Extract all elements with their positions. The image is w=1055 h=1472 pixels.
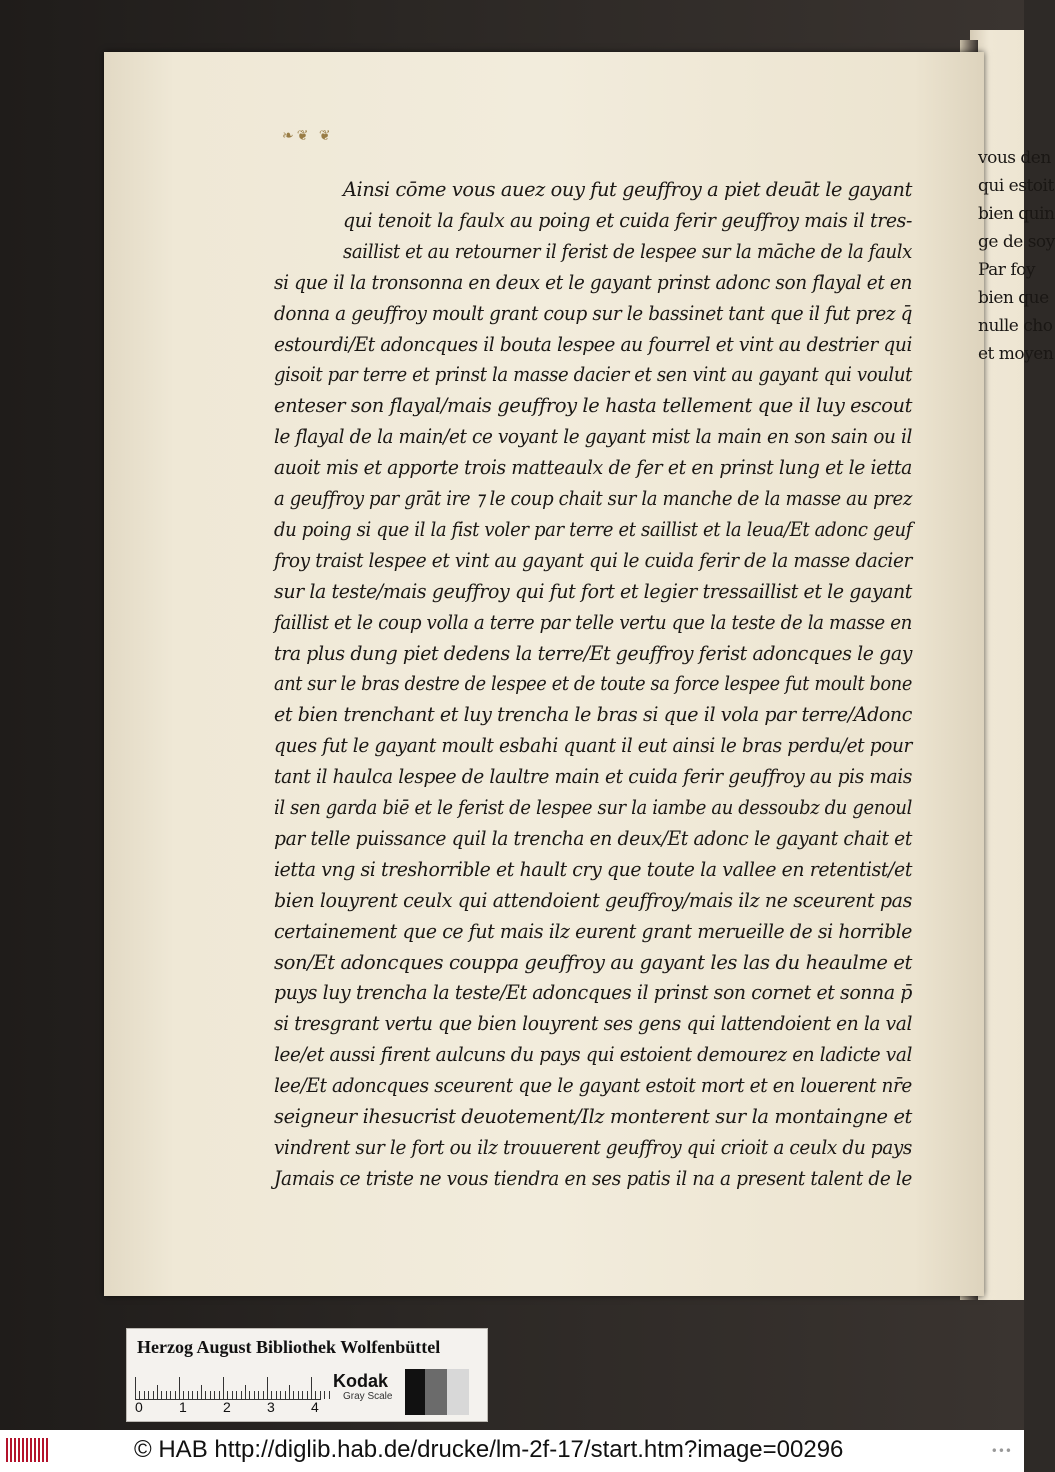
color-reference-card bbox=[126, 1328, 488, 1422]
ruler-tick bbox=[170, 1391, 171, 1399]
text-line: et bien trenchant et luy trencha le bras si que il vola par terre/Adonc bbox=[274, 703, 913, 727]
ruler-tick bbox=[161, 1391, 162, 1399]
ruler-tick bbox=[298, 1391, 299, 1399]
ruler-tick bbox=[302, 1391, 303, 1399]
facing-text-line: bien quin bbox=[978, 204, 1055, 224]
ruler-tick bbox=[320, 1391, 321, 1399]
ruler-strip bbox=[135, 1369, 321, 1400]
facing-text-line: ge de soy bbox=[978, 232, 1055, 252]
kodak-label: Kodak bbox=[333, 1371, 389, 1391]
ruler-tick bbox=[144, 1391, 145, 1399]
ruler-tick bbox=[179, 1377, 180, 1399]
text-line: faillist et le coup volla a terre par telle vertu que la teste de la masse en bbox=[274, 610, 912, 634]
ruler-tick bbox=[210, 1391, 211, 1399]
text-line: qui tenoit la faulx au poing et cuida ferir geuffroy mais il tres- bbox=[343, 208, 913, 232]
ruler-tick bbox=[249, 1391, 250, 1399]
text-line: estourdi/Et adoncques il bouta lespee au fourrel et vint au destrier qui bbox=[274, 332, 913, 356]
ruler-tick bbox=[241, 1391, 242, 1399]
ruler-tick bbox=[139, 1391, 140, 1399]
kodak-sublabel: Gray Scale bbox=[343, 1391, 393, 1402]
hab-logo-icon bbox=[6, 1438, 48, 1462]
ruler-tick bbox=[157, 1385, 158, 1399]
text-line: sur la teste/mais geuffroy qui fut fort et legier tressaillist et le gayant bbox=[274, 579, 913, 603]
text-line: saillist et au retourner il ferist de lespee sur la māche de la faulx bbox=[343, 239, 912, 263]
ruler-number: 4 bbox=[311, 1399, 319, 1415]
facing-text-line: et moyen bbox=[978, 344, 1054, 364]
ruler-tick bbox=[219, 1391, 220, 1399]
printer-ornament: ❧❦ ❦ bbox=[282, 128, 334, 144]
text-line: enteser son flayal/mais geuffroy le hasta tellement que il luy escout bbox=[274, 394, 913, 418]
ruler-tick bbox=[315, 1391, 316, 1399]
text-line: puys luy trencha la teste/Et adoncques il prinst son cornet et sonna p̄ bbox=[274, 981, 913, 1005]
text-line: du poing si que il la fist voler par terre et saillist et la leua/Et adonc geuf bbox=[274, 517, 913, 541]
ruler-tick bbox=[197, 1391, 198, 1399]
text-line: tra plus dung piet dedens la terre/Et geuffroy ferist adoncques le gay bbox=[274, 641, 913, 665]
ruler-number: 2 bbox=[223, 1399, 231, 1415]
ruler-tick bbox=[236, 1391, 237, 1399]
text-line: si tresgrant vertu que bien louyrent ses gens qui lattendoient en la val bbox=[274, 1012, 913, 1036]
text-line: auoit mis et apporte trois matteaulx de fer et en prinst lung et le ietta bbox=[274, 456, 912, 480]
facing-text-line: nulle cho bbox=[978, 316, 1053, 336]
gray-patch-light bbox=[447, 1369, 469, 1415]
text-line: seigneur ihesucrist deuotement/Ilz monterent sur la montaingne et bbox=[274, 1105, 912, 1128]
ruler-tick bbox=[201, 1385, 202, 1399]
facing-text-line: vous den bbox=[978, 148, 1051, 168]
footer-dots: ••• bbox=[990, 1444, 1012, 1458]
ruler-tick bbox=[276, 1391, 277, 1399]
text-line: a geuffroy par grāt ire ⁊ le coup chait sur la manche de la masse au prez bbox=[274, 487, 913, 510]
ruler-tick bbox=[232, 1391, 233, 1399]
text-line: froy traist lespee et vint au gayant qui le cuida ferir de la masse dacier bbox=[274, 548, 912, 572]
facing-text-line: Par foy bbox=[978, 260, 1035, 280]
ruler-tick bbox=[227, 1391, 228, 1399]
text-line: ques fut le gayant moult esbahi quant il eut ainsi le bras perdu/et pour bbox=[274, 734, 913, 758]
footer-bar bbox=[0, 1430, 1024, 1472]
text-line: lee/et aussi firent aulcuns du pays qui estoient demourez en ladicte val bbox=[274, 1043, 912, 1067]
text-line: donna a geuffroy moult grant coup sur le bassinet tant que il fut prez q̄ bbox=[274, 301, 913, 325]
ruler-tick bbox=[307, 1391, 308, 1399]
footer-copyright-url[interactable]: © HAB http://diglib.hab.de/drucke/lm-2f-17/start.htm?image=00296 bbox=[134, 1436, 844, 1463]
ruler-tick bbox=[267, 1377, 268, 1399]
text-line: ietta vng si treshorrible et hault cry que toute la vallee en retentist/et bbox=[274, 857, 913, 881]
gray-patch-mid bbox=[425, 1369, 447, 1415]
text-line: ant sur le bras destre de lespee et de toute sa force lespee fut moult bone bbox=[274, 672, 912, 696]
text-line: certainement que ce fut mais ilz eurent grant merueille de si horrible bbox=[274, 919, 913, 943]
text-line: lee/Et adoncques sceurent que le gayant estoit mort et en louerent nr̄e bbox=[274, 1074, 912, 1098]
ruler-tick bbox=[166, 1391, 167, 1399]
ruler-tick bbox=[293, 1391, 294, 1399]
ruler-tick bbox=[183, 1391, 184, 1399]
ruler-tick bbox=[214, 1391, 215, 1399]
ruler-tick bbox=[153, 1391, 154, 1399]
ruler-tick bbox=[148, 1391, 149, 1399]
ruler-tick bbox=[223, 1377, 224, 1399]
text-line: si que il la tronsonna en deux et le gayant prinst adonc son flayal et en bbox=[274, 270, 913, 294]
ruler-tick bbox=[280, 1391, 281, 1399]
gray-patch-black bbox=[405, 1369, 425, 1415]
ruler-tick bbox=[175, 1391, 176, 1399]
ruler-number: 1 bbox=[179, 1399, 187, 1415]
ruler-tick bbox=[289, 1385, 290, 1399]
ruler-number: 3 bbox=[267, 1399, 275, 1415]
ruler-tick bbox=[258, 1391, 259, 1399]
text-line: par telle puissance quil la trencha en deux/Et adonc le gayant chait et bbox=[274, 826, 912, 850]
ruler-tick bbox=[192, 1391, 193, 1399]
text-line: bien louyrent ceulx qui attendoient geuffroy/mais ilz ne sceurent pas bbox=[274, 888, 912, 912]
ruler-tick bbox=[263, 1391, 264, 1399]
ruler-tick bbox=[285, 1391, 286, 1399]
ruler-tick bbox=[311, 1377, 312, 1399]
facing-text-line: bien que bbox=[978, 288, 1049, 308]
text-line: gisoit par terre et prinst la masse dacier et sen vint au gayant qui voulut bbox=[274, 363, 912, 387]
library-name: Herzog August Bibliothek Wolfenbüttel bbox=[137, 1337, 441, 1357]
facing-text-line: qui estoit bbox=[978, 176, 1054, 196]
text-line: le flayal de la main/et ce voyant le gayant mist la main en son sain ou il bbox=[274, 425, 912, 449]
text-line: il sen garda biē et le ferist de lespee sur la iambe au dessoubz du genoul bbox=[274, 796, 913, 819]
ruler-tick bbox=[254, 1391, 255, 1399]
ruler-tick bbox=[188, 1391, 189, 1399]
ruler-tick bbox=[135, 1377, 136, 1399]
text-line: vindrent sur le fort ou ilz trouuerent geuffroy qui crioit a ceulx du pays bbox=[274, 1135, 912, 1159]
text-line: Ainsi cōme vous auez ouy fut geuffroy a piet deuāt le gayant bbox=[343, 178, 912, 201]
text-line: tant il haulca lespee de laultre main et cuida ferir geuffroy au pis mais bbox=[274, 765, 912, 789]
ruler-number: 0 bbox=[135, 1399, 143, 1415]
text-line: son/Et adoncques couppa geuffroy au gayant les las du heaulme et bbox=[274, 950, 913, 974]
ruler-tick bbox=[205, 1391, 206, 1399]
ruler-tick bbox=[245, 1385, 246, 1399]
ruler-tick bbox=[324, 1391, 325, 1399]
ruler-tick bbox=[329, 1391, 330, 1399]
ruler-tick bbox=[271, 1391, 272, 1399]
text-line: Jamais ce triste ne vous tiendra en ses patis il na a present talent de le bbox=[274, 1166, 913, 1190]
